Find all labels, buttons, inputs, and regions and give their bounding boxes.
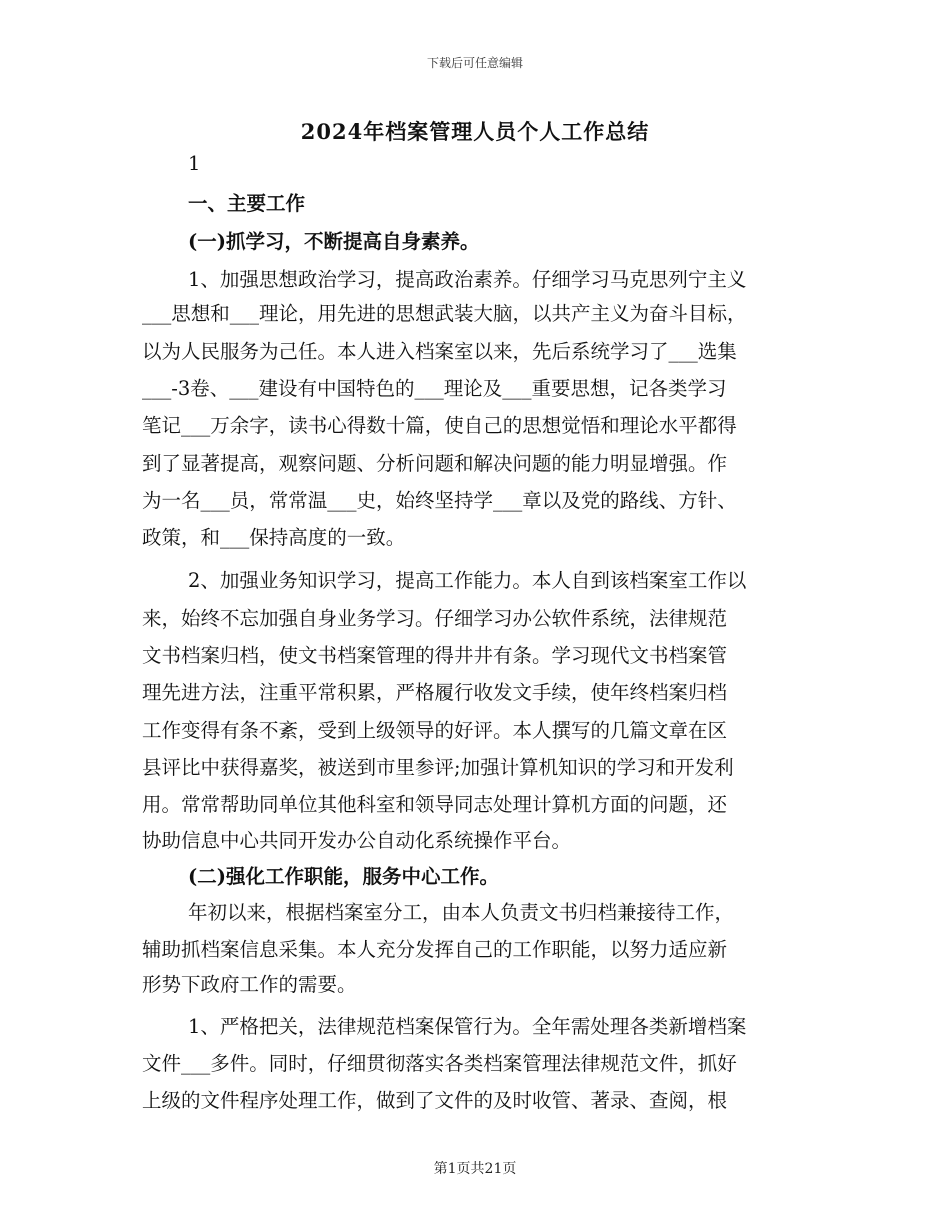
- paragraph-line: 理先进方法，注重平常积累，严格履行收发文手续，使年终档案归档: [142, 681, 728, 704]
- paragraph-line: 辅助抓档案信息采集。本人充分发挥自己的工作职能，以努力适应新: [142, 938, 728, 961]
- paragraph-line: 政策，和___保持高度的一致。: [142, 526, 406, 549]
- paragraph-line: 县评比中获得嘉奖，被送到市里参评;加强计算机知识的学习和开发利: [142, 756, 734, 779]
- subsection-heading-2: (二)强化工作职能，服务中心工作。: [188, 865, 499, 888]
- paragraph-line: 文件___多件。同时，仔细贯彻落实各类档案管理法律规范文件，抓好: [142, 1052, 737, 1075]
- paragraph-line: 1、严格把关，法律规范档案保管行为。全年需处理各类新增档案: [188, 1015, 747, 1038]
- paragraph-line: 工作变得有条不紊，受到上级领导的好评。本人撰写的几篇文章在区: [142, 719, 728, 742]
- paragraph-line: ___思想和___理论，用先进的思想武装大脑，以共产主义为奋斗目标，: [142, 302, 747, 325]
- page-number-line: 1: [188, 152, 201, 175]
- paragraph-line: ___-3卷、___建设有中国特色的___理论及___重要思想，记各类学习: [142, 377, 727, 400]
- header-note: 下载后可任意编辑: [426, 56, 523, 70]
- paragraph-line: 上级的文件程序处理工作，做到了文件的及时收管、著录、查阅，根: [142, 1089, 728, 1112]
- section-heading: 一、主要工作: [188, 192, 306, 215]
- paragraph-line: 1、加强思想政治学习，提高政治素养。仔细学习马克思列宁主义: [188, 268, 747, 291]
- paragraph-line: 用。常常帮助同单位其他科室和领导同志处理计算机方面的问题，还: [142, 793, 728, 816]
- paragraph-line: 协助信息中心共同开发办公自动化系统操作平台。: [142, 829, 572, 852]
- paragraph-line: 来，始终不忘加强自身业务学习。仔细学习办公软件系统，法律规范: [142, 607, 728, 630]
- paragraph-line: 到了显著提高，观察问题、分析问题和解决问题的能力明显增强。作: [142, 452, 728, 475]
- paragraph-line: 以为人民服务为己任。本人进入档案室以来，先后系统学习了___选集: [142, 340, 737, 363]
- subsection-heading-1: (一)抓学习，不断提高自身素养。: [188, 230, 480, 253]
- paragraph-line: 2、加强业务知识学习，提高工作能力。本人自到该档案室工作以: [188, 569, 747, 592]
- paragraph-line: 年初以来，根据档案室分工，由本人负责文书归档兼接待工作，: [188, 901, 735, 924]
- document-title: 2024年档案管理人员个人工作总结: [300, 119, 650, 144]
- paragraph-line: 形势下政府工作的需要。: [142, 973, 357, 996]
- page-footer: 第1页共21页: [433, 1161, 517, 1177]
- paragraph-line: 笔记___万余字，读书心得数十篇，使自己的思想觉悟和理论水平都得: [142, 414, 737, 437]
- paragraph-line: 文书档案归档，使文书档案管理的得井井有条。学习现代文书档案管: [142, 644, 728, 667]
- paragraph-line: 为一名___员，常常温___史，始终坚持学___章以及党的路线、方针、: [142, 489, 737, 512]
